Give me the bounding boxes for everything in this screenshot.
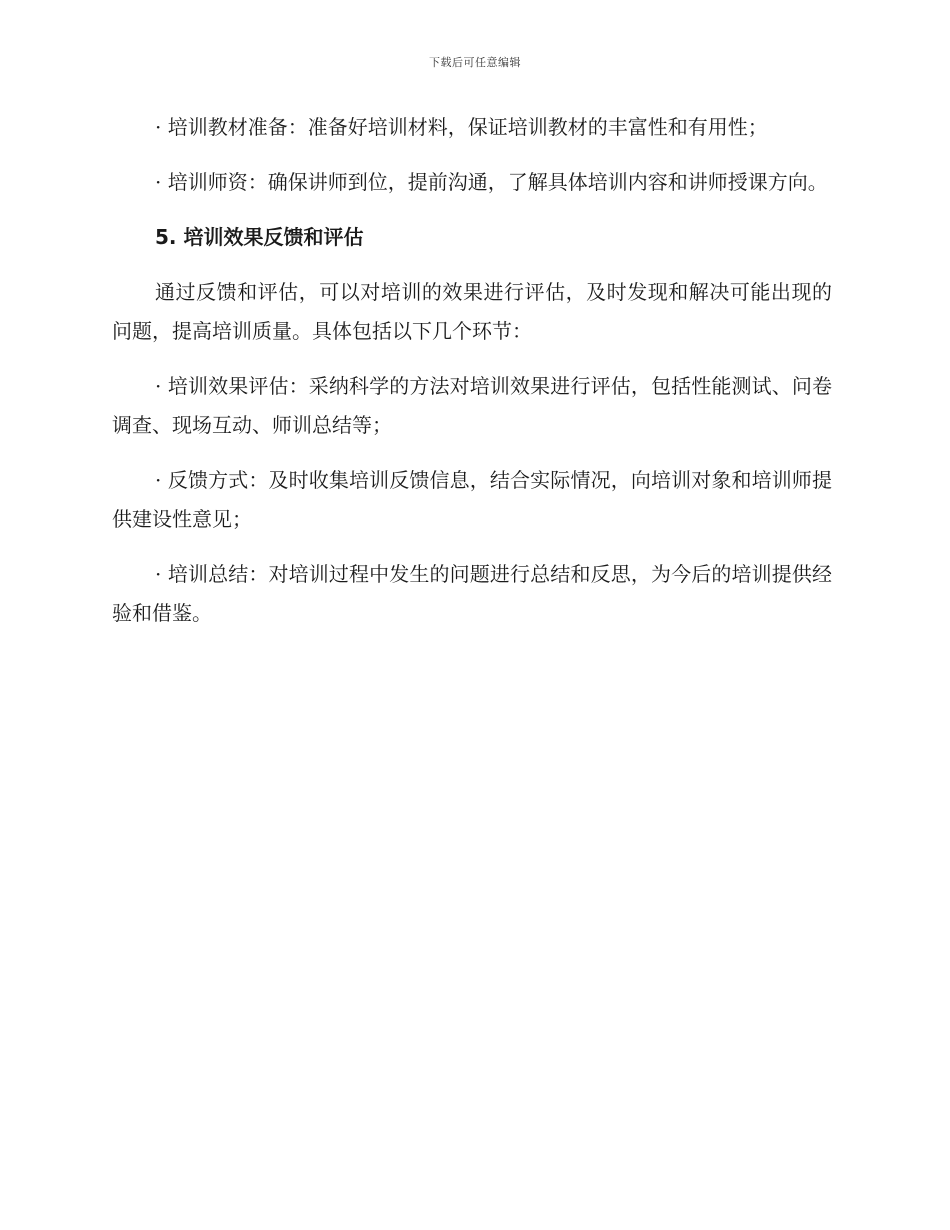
bullet-training-summary: · 培训总结：对培训过程中发生的问题进行总结和反思，为今后的培训提供经验和借鉴。 <box>112 562 832 625</box>
document-body <box>112 108 832 649</box>
section-intro-paragraph: 通过反馈和评估，可以对培训的效果进行评估，及时发现和解决可能出现的问题，提高培训质量。具体包括以下几个环节： <box>112 280 832 343</box>
bullet-instructors: · 培训师资：确保讲师到位，提前沟通，了解具体培训内容和讲师授课方向。 <box>155 170 828 194</box>
page-header: 下载后可任意编辑 <box>429 56 521 69</box>
bullet-materials-preparation: · 培训教材准备：准备好培训材料，保证培训教材的丰富性和有用性； <box>155 115 768 139</box>
section-heading: 5. 培训效果反馈和评估 <box>155 225 364 249</box>
bullet-effect-evaluation: · 培训效果评估：采纳科学的方法对培训效果进行评估，包括性能测试、问卷调查、现场互动、师训总结等； <box>112 374 832 437</box>
bullet-feedback-method: · 反馈方式：及时收集培训反馈信息，结合实际情况，向培训对象和培训师提供建设性意见； <box>112 468 832 531</box>
